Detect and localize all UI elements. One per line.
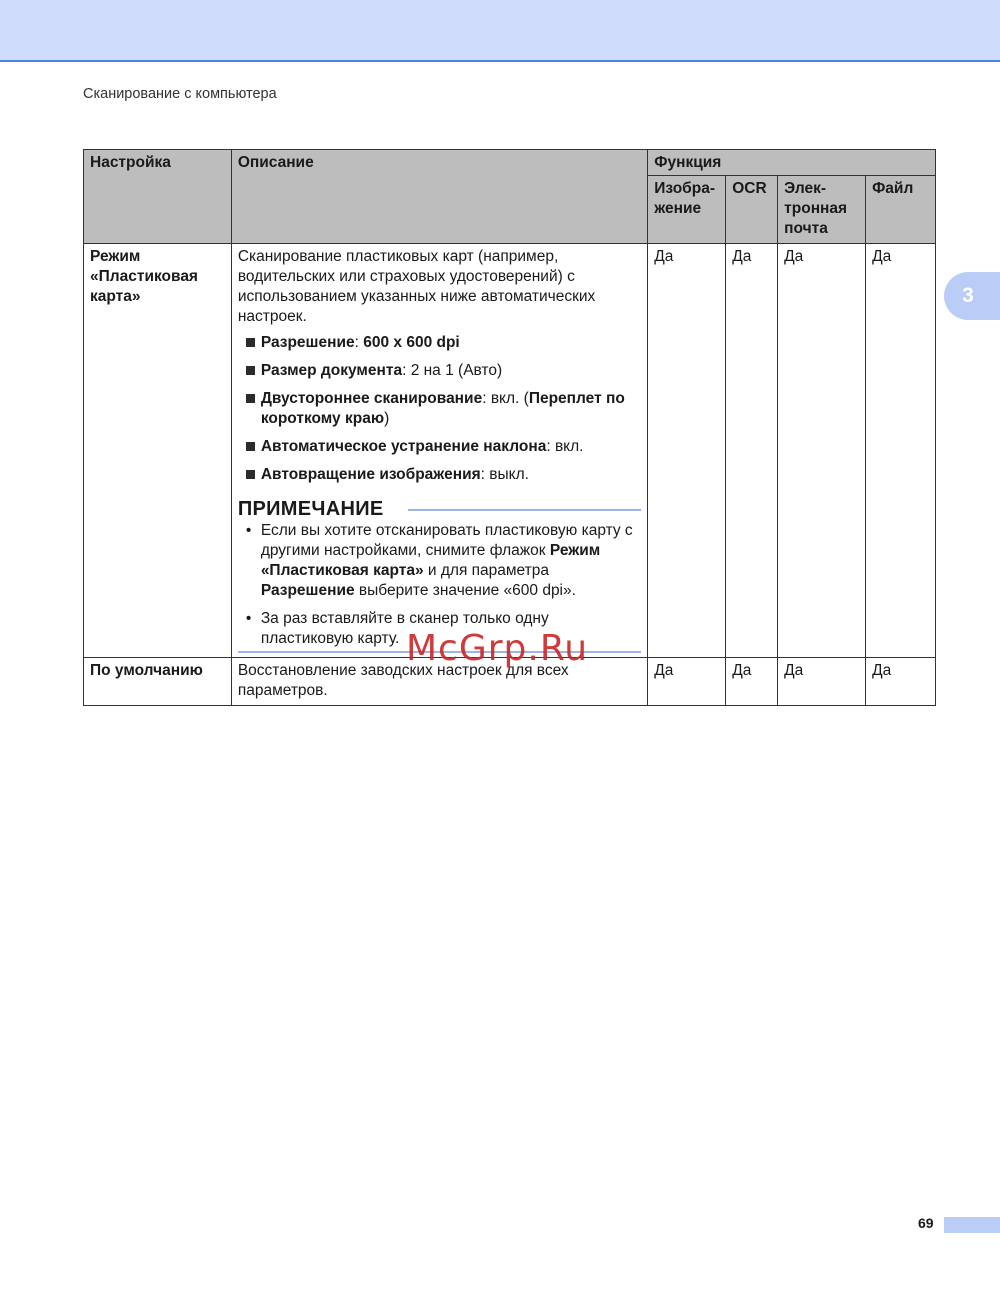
dot-bullet-icon: • bbox=[245, 522, 252, 539]
list-item: Размер документа: 2 на 1 (Авто) bbox=[238, 361, 641, 381]
header-file: Файл bbox=[866, 176, 936, 244]
list-item: Разрешение: 600 x 600 dpi bbox=[238, 333, 641, 353]
page-number: 69 bbox=[918, 1215, 934, 1231]
table-row bbox=[84, 244, 936, 658]
note-rule bbox=[408, 509, 642, 511]
dot-bullet-icon: • bbox=[245, 610, 252, 627]
settings-list bbox=[238, 333, 641, 485]
row2-file: Да bbox=[866, 658, 936, 706]
page-number-tab bbox=[944, 1217, 1000, 1233]
table-header-row bbox=[84, 150, 936, 176]
header-description: Описание bbox=[231, 150, 647, 244]
header-email: Элек- тронная почта bbox=[778, 176, 866, 244]
header-image: Изобра- жение bbox=[648, 176, 726, 244]
square-bullet-icon bbox=[246, 470, 255, 479]
row1-file: Да bbox=[866, 244, 936, 658]
settings-table bbox=[83, 149, 936, 706]
square-bullet-icon bbox=[246, 366, 255, 375]
row2-image: Да bbox=[648, 658, 726, 706]
row1-setting: Режим «Пластиковая карта» bbox=[84, 244, 232, 658]
top-band bbox=[0, 0, 1000, 62]
list-item: Автоматическое устранение наклона: вкл. bbox=[238, 437, 641, 457]
row2-setting: По умолчанию bbox=[84, 658, 232, 706]
square-bullet-icon bbox=[246, 394, 255, 403]
row1-ocr: Да bbox=[726, 244, 778, 658]
note-item: • Если вы хотите отсканировать пластиковую карту с другими настройками, снимите флажок Режим «Пластиковая карта» и для параметра Разрешение выберите значение «600 dpi». bbox=[245, 522, 633, 599]
row2-email: Да bbox=[778, 658, 866, 706]
watermark: McGrp.Ru bbox=[406, 628, 589, 669]
square-bullet-icon bbox=[246, 338, 255, 347]
header-function: Функция bbox=[648, 150, 936, 176]
chapter-tab: 3 bbox=[944, 272, 1000, 320]
list-item: Двустороннее сканирование: вкл. (Переплет по короткому краю) bbox=[238, 389, 641, 429]
running-title: Сканирование с компьютера bbox=[83, 86, 277, 102]
row2-description: Восстановление заводских настроек для всех параметров. bbox=[231, 658, 647, 706]
header-setting: Настройка bbox=[84, 150, 232, 244]
row1-image: Да bbox=[648, 244, 726, 658]
square-bullet-icon bbox=[246, 442, 255, 451]
row1-intro: Сканирование пластиковых карт (например, водительских или страховых удостоверений) с использованием указанных ниже автоматических настроек. bbox=[237, 248, 596, 325]
header-ocr: OCR bbox=[726, 176, 778, 244]
note-item: • За раз вставляйте в сканер только одну пластиковую карту. bbox=[245, 610, 549, 647]
row2-ocr: Да bbox=[726, 658, 778, 706]
row1-description bbox=[231, 244, 647, 658]
row1-email: Да bbox=[778, 244, 866, 658]
note-header bbox=[238, 499, 641, 519]
list-item: Автовращение изображения: выкл. bbox=[238, 465, 641, 485]
note-title: ПРИМЕЧАНИЕ bbox=[237, 498, 384, 520]
